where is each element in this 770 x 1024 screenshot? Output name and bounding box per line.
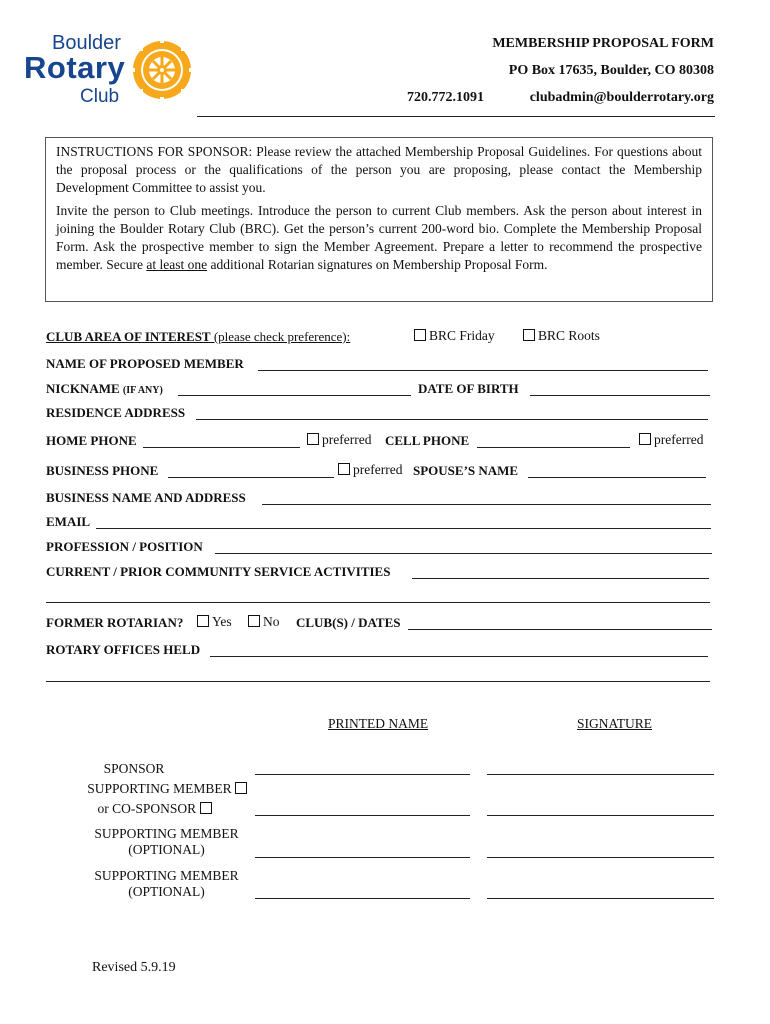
brc-roots-checkbox[interactable] [523, 329, 535, 341]
home-phone-field[interactable] [143, 447, 300, 448]
supporting-member-3-signature-field[interactable] [487, 898, 714, 899]
at-least-one-emphasis: at least one [146, 257, 208, 272]
logo-rotary-text: Rotary [24, 50, 126, 85]
co-sponsor-option[interactable] [80, 799, 260, 819]
business-phone-preferred-label: preferred [353, 462, 403, 477]
club-interest-title: CLUB AREA OF INTEREST [46, 329, 211, 344]
nickname-field[interactable] [178, 395, 411, 396]
rotary-wheel-icon [130, 38, 194, 102]
home-phone-preferred-checkbox[interactable] [307, 433, 319, 445]
supporting-member-2-printed-name-field[interactable] [255, 857, 470, 858]
cosponsor-signature-field[interactable] [487, 815, 714, 816]
supporting-member-2-caption [84, 826, 249, 858]
home-phone-preferred-label: preferred [322, 432, 372, 447]
former-rotarian-yes-label: Yes [212, 614, 232, 629]
supporting-member-checkbox[interactable] [235, 782, 247, 794]
former-rotarian-no-checkbox[interactable] [248, 615, 260, 627]
co-sponsor-label: or CO-SPONSOR [97, 801, 197, 816]
brc-roots-label: BRC Roots [538, 328, 600, 343]
supporting-member-2-label: SUPPORTING MEMBER [94, 826, 239, 841]
nickname-hint: (IF ANY) [122, 385, 163, 396]
supporting-member-option[interactable] [80, 779, 260, 799]
business-phone-field[interactable] [168, 477, 334, 478]
cell-phone-preferred[interactable] [639, 432, 703, 448]
community-service-field[interactable] [412, 578, 709, 579]
profession-field[interactable] [215, 553, 712, 554]
logo-boulder-text: Boulder [52, 32, 121, 54]
dob-field[interactable] [530, 395, 710, 396]
brc-friday-option[interactable] [414, 328, 495, 344]
former-rotarian-no-label: No [263, 614, 280, 629]
business-phone-label: BUSINESS PHONE [46, 463, 159, 478]
instructions-para-2 [56, 202, 702, 274]
rotary-offices-field-2[interactable] [46, 681, 710, 682]
dob-label: DATE OF BIRTH [418, 381, 519, 396]
cell-phone-preferred-checkbox[interactable] [639, 433, 651, 445]
header-divider [197, 116, 715, 117]
printed-name-heading: PRINTED NAME [328, 716, 429, 731]
brc-roots-option[interactable] [523, 328, 600, 344]
profession-label: PROFESSION / POSITION [46, 539, 203, 554]
header-phone: 720.772.1091 [407, 90, 484, 105]
brc-friday-label: BRC Friday [429, 328, 495, 343]
sponsor-label: SPONSOR [103, 761, 165, 776]
former-rotarian-yes-checkbox[interactable] [197, 615, 209, 627]
spouse-name-label: SPOUSE’S NAME [413, 463, 519, 478]
supporting-member-3-printed-name-field[interactable] [255, 898, 470, 899]
sponsor-signature-field[interactable] [487, 774, 714, 775]
boulder-rotary-logo [22, 30, 197, 108]
supporting-member-2-signature-field[interactable] [487, 857, 714, 858]
brc-friday-checkbox[interactable] [414, 329, 426, 341]
header-address: PO Box 17635, Boulder, CO 80308 [508, 63, 714, 78]
rotary-offices-field[interactable] [210, 656, 708, 657]
cell-phone-field[interactable] [477, 447, 630, 448]
business-address-field[interactable] [262, 504, 711, 505]
instructions-box [45, 137, 713, 302]
former-rotarian-no[interactable] [248, 614, 280, 630]
logo-club-text: Club [80, 86, 120, 107]
business-phone-preferred[interactable] [338, 462, 402, 478]
residence-label: RESIDENCE ADDRESS [46, 405, 186, 420]
clubs-dates-label: CLUB(S) / DATES [296, 615, 401, 630]
revision-note: Revised 5.9.19 [92, 960, 176, 975]
form-title: MEMBERSHIP PROPOSAL FORM [492, 36, 714, 51]
proposed-member-label: NAME OF PROPOSED MEMBER [46, 356, 244, 371]
former-rotarian-label: FORMER ROTARIAN? [46, 615, 184, 630]
sponsor-caption [80, 759, 260, 819]
proposed-member-field[interactable] [258, 370, 708, 371]
instructions-para-1: INSTRUCTIONS FOR SPONSOR: Please review the attached Membership Proposal Guidelines. For questions about the proposal process or the qualifications of the person you are proposing, please contact the Membership Development Committee to assist you. [56, 144, 702, 195]
spouse-name-field[interactable] [528, 477, 706, 478]
supporting-member-label: SUPPORTING MEMBER [87, 781, 232, 796]
supporting-member-3-label: SUPPORTING MEMBER [94, 868, 239, 883]
email-label: EMAIL [46, 514, 91, 529]
supporting-member-3-optional: (OPTIONAL) [128, 884, 205, 899]
sponsor-printed-name-field[interactable] [255, 774, 470, 775]
supporting-member-3-caption [84, 868, 249, 900]
nickname-title: NICKNAME [46, 381, 120, 396]
co-sponsor-checkbox[interactable] [200, 802, 212, 814]
instructions-text-a: Invite the person to Club meetings. Introduce the person to current Club members. Ask the person about interest in joining the Boulder Rotary Club (BRC). Get the person’s current 200-word bio. Complete the Membership Proposal Form. Ask the prospective member to sign the Member Agreement. Prepare a letter to recommend the prospective member. Secure [56, 203, 702, 272]
instructions-text-b: additional Rotarian signatures on Membership Proposal Form. [207, 257, 548, 272]
cell-phone-preferred-label: preferred [654, 432, 704, 447]
email-field[interactable] [96, 528, 711, 529]
cell-phone-label: CELL PHONE [385, 433, 470, 448]
home-phone-label: HOME PHONE [46, 433, 137, 448]
rotary-offices-label: ROTARY OFFICES HELD [46, 642, 201, 657]
cosponsor-printed-name-field[interactable] [255, 815, 470, 816]
residence-field[interactable] [196, 419, 708, 420]
community-service-field-2[interactable] [46, 602, 710, 603]
former-rotarian-yes[interactable] [197, 614, 232, 630]
club-interest-hint: (please check preference): [210, 329, 351, 344]
clubs-dates-field[interactable] [408, 629, 712, 630]
community-service-label: CURRENT / PRIOR COMMUNITY SERVICE ACTIVITIES [46, 564, 391, 579]
club-interest-label [46, 329, 350, 345]
nickname-label [46, 381, 163, 397]
signature-heading: SIGNATURE [577, 716, 653, 731]
business-address-label: BUSINESS NAME AND ADDRESS [46, 490, 246, 505]
supporting-member-2-optional: (OPTIONAL) [128, 842, 205, 857]
home-phone-preferred[interactable] [307, 432, 371, 448]
business-phone-preferred-checkbox[interactable] [338, 463, 350, 475]
header-email: clubadmin@boulderrotary.org [529, 90, 714, 105]
